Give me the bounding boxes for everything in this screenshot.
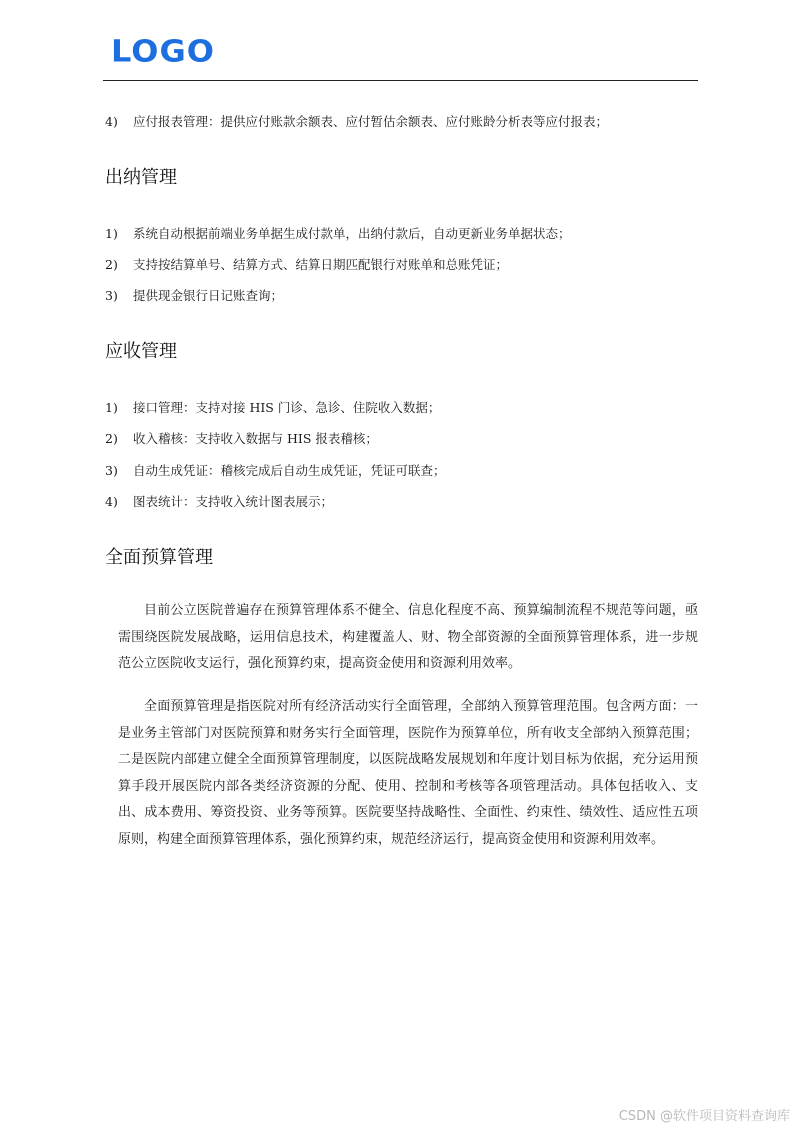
list-item <box>105 287 283 305</box>
list-item <box>105 113 608 131</box>
list-item <box>105 493 333 511</box>
list-item-number: 3) <box>105 288 118 303</box>
list-item <box>105 256 508 274</box>
list-item-text: 自动生成凭证：稽核完成后自动生成凭证，凭证可联查； <box>133 463 446 478</box>
section-title-budget: 全面预算管理 <box>105 547 213 568</box>
list-item-text: 系统自动根据前端业务单据生成付款单，出纳付款后，自动更新业务单据状态； <box>133 226 571 241</box>
logo: LOGO <box>111 33 215 70</box>
list-item-number: 4) <box>105 114 118 129</box>
list-item-text: 接口管理：支持对接 HIS 门诊、急诊、住院收入数据； <box>133 400 441 415</box>
list-item-text: 收入稽核：支持收入数据与 HIS 报表稽核； <box>133 431 378 446</box>
list-item-number: 3) <box>105 463 118 478</box>
list-item-number: 2) <box>105 431 118 446</box>
list-item-number: 4) <box>105 494 118 509</box>
section-title-cashier: 出纳管理 <box>105 167 177 188</box>
list-item-number: 1) <box>105 226 118 241</box>
list-item-text: 应付报表管理：提供应付账款余额表、应付暂估余额表、应付账龄分析表等应付报表； <box>133 114 609 129</box>
list-item <box>105 462 446 480</box>
list-item-text: 支持按结算单号、结算方式、结算日期匹配银行对账单和总账凭证； <box>133 257 509 272</box>
body-paragraph: 全面预算管理是指医院对所有经济活动实行全面管理，全部纳入预算管理范围。包含两方面：一是业务主管部门对医院预算和财务实行全面管理，医院作为预算单位，所有收支全部纳入预算范围；二是医院内部建立健全全面预算管理制度，以医院战略发展规划和年度计划目标为依据，充分运用预算手段开展医院内部各类经济资源的分配、使用、控制和考核等各项管理活动。具体包括收入、支出、成本费用、筹资投资、业务等预算。医院要坚持战略性、全面性、约束性、绩效性、适应性五项原则，构建全面预算管理体系，强化预算约束，规范经济运行，提高资金使用和资源利用效率。 <box>118 699 698 847</box>
list-item-text: 图表统计：支持收入统计图表展示； <box>133 494 334 509</box>
list-item <box>105 399 440 417</box>
list-item-number: 2) <box>105 257 118 272</box>
list-item <box>105 225 571 243</box>
header-divider <box>103 80 698 81</box>
section-title-receivables: 应收管理 <box>105 341 177 362</box>
list-item-text: 提供现金银行日记账查询； <box>133 288 284 303</box>
body-paragraph: 目前公立医院普遍存在预算管理体系不健全、信息化程度不高、预算编制流程不规范等问题，亟需围绕医院发展战略，运用信息技术，构建覆盖人、财、物全部资源的全面预算管理体系，进一步规范公立医院收支运行，强化预算约束，提高资金使用和资源利用效率。 <box>118 603 698 672</box>
list-item-number: 1) <box>105 400 118 415</box>
list-item <box>105 430 378 448</box>
watermark: CSDN @软件项目资料查询库 <box>618 1109 790 1124</box>
